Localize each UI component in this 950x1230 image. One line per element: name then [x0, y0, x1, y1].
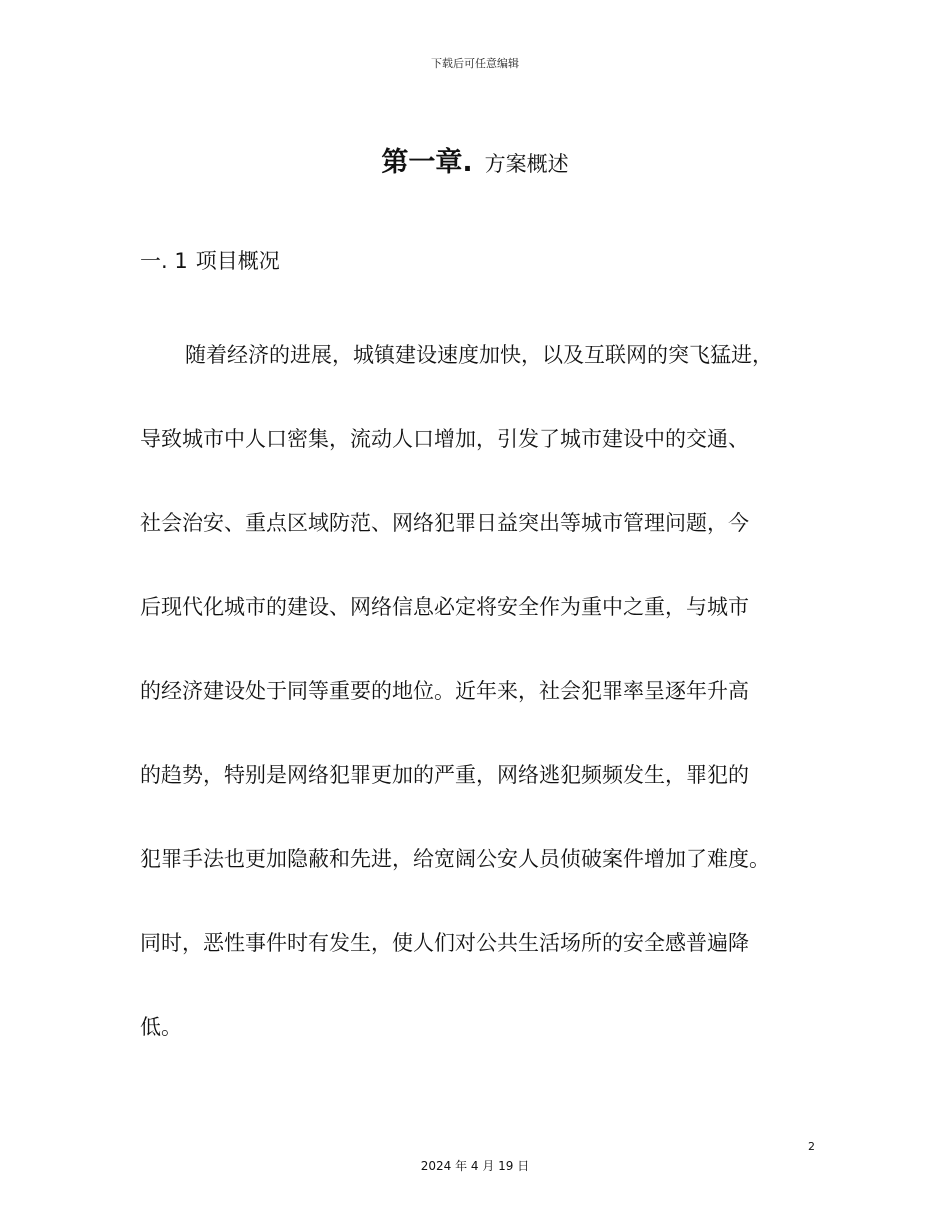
- body-line: 的趋势，特别是网络犯罪更加的严重，网络逃犯频频发生，罪犯的: [140, 763, 749, 787]
- body-line: 导致城市中人口密集，流动人口增加，引发了城市建设中的交通、: [140, 427, 749, 451]
- body-line: 后现代化城市的建设、网络信息必定将安全作为重中之重，与城市: [140, 595, 749, 619]
- page-number: 2: [808, 1140, 815, 1153]
- footer-date: 2024 年 4 月 19 日: [420, 1159, 530, 1173]
- section-number: 一. 1: [140, 249, 188, 273]
- header-note: 下载后可任意编辑: [431, 57, 519, 70]
- chapter-title: [0, 145, 950, 184]
- body-paragraph: [140, 330, 830, 1086]
- section-heading: [140, 246, 280, 276]
- body-line: 犯罪手法也更加隐蔽和先进，给宽阔公安人员侦破案件增加了难度。: [140, 847, 770, 871]
- body-line: 随着经济的进展，城镇建设速度加快，以及互联网的突飞猛进，: [185, 343, 773, 367]
- chapter-number: 第一章.: [381, 147, 473, 178]
- body-line: 社会治安、重点区域防范、网络犯罪日益突出等城市管理问题，今: [140, 511, 749, 535]
- body-line: 低。: [140, 1015, 182, 1039]
- body-line: 同时，恶性事件时有发生，使人们对公共生活场所的安全感普遍降: [140, 931, 749, 955]
- body-line: 的经济建设处于同等重要的地位。近年来，社会犯罪率呈逐年升高: [140, 679, 749, 703]
- chapter-name: 方案概述: [484, 152, 569, 176]
- section-name: 项目概况: [195, 249, 280, 273]
